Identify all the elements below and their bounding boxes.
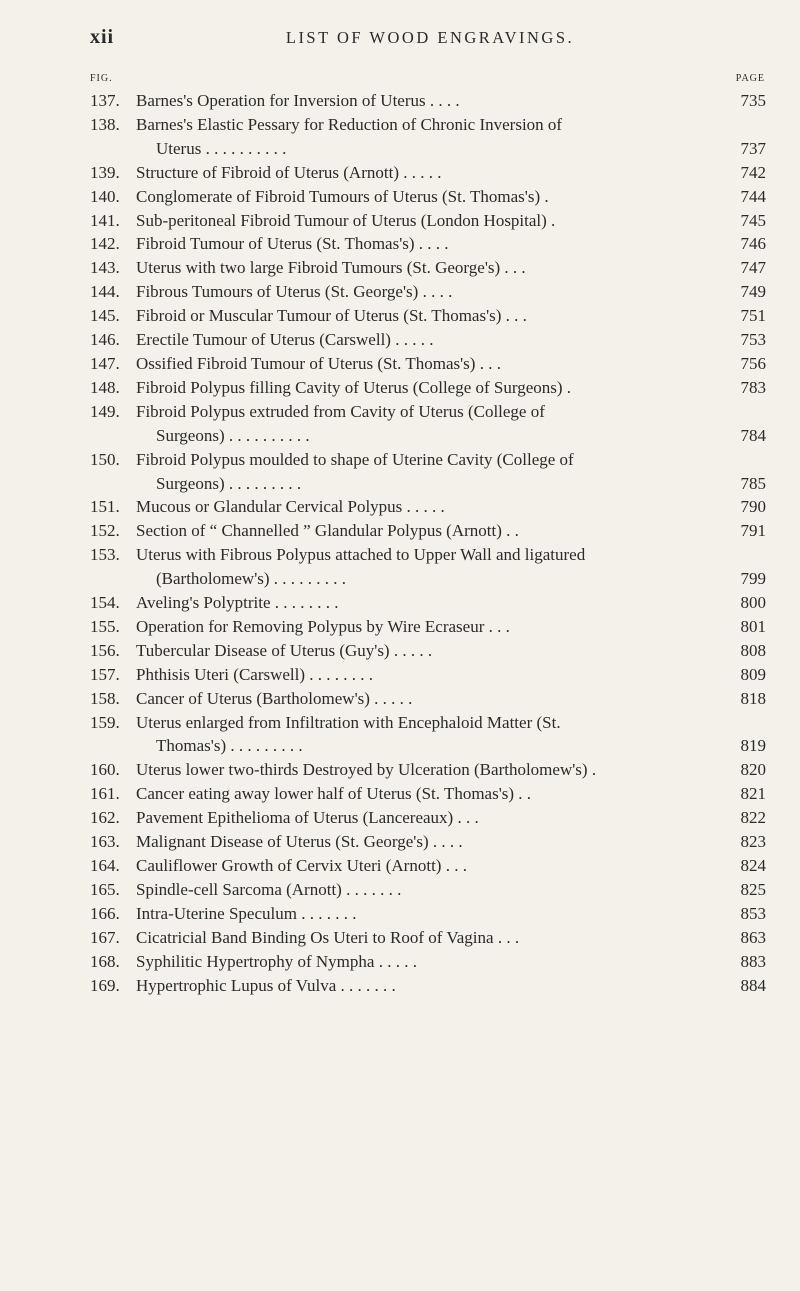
engravings-list [0,89,800,997]
figure-number: 145. [90,306,120,326]
page-reference: 751 [740,306,766,326]
entry-title: Mucous or Glandular Cervical Polypus . . . . . [136,497,445,517]
page-reference: 884 [740,975,766,995]
page-reference: 744 [740,186,766,206]
entry-title: Malignant Disease of Uterus (St. George's) . . . . [136,832,463,852]
page-reference: 746 [740,234,766,254]
entry-title: Conglomerate of Fibroid Tumours of Uterus (St. Thomas's) . [136,186,549,206]
entry-title-continued: (Bartholomew's) . . . . . . . . . [156,569,347,589]
list-item [0,687,800,711]
page-reference: 735 [740,91,766,110]
running-title: LIST OF WOOD ENGRAVINGS. [285,28,575,47]
page-reference: 756 [740,353,766,373]
entry-title: Phthisis Uteri (Carswell) . . . . . . . . [136,664,374,684]
list-item [0,113,800,161]
entry-title: Aveling's Polyptrite . . . . . . . . [136,593,339,613]
list-item [0,639,800,663]
list-item [0,591,800,615]
figure-number: 166. [90,903,120,923]
list-item [0,854,800,878]
entry-title-continued: Uterus . . . . . . . . . . [156,138,287,158]
figure-number: 163. [90,832,120,852]
page-column-label: PAGE [735,73,765,84]
figure-number: 157. [90,664,120,684]
entry-title: Cancer eating away lower half of Uterus (St. Thomas's) . . [136,784,532,804]
entry-title: Cancer of Uterus (Bartholomew's) . . . . . [136,688,413,708]
list-item [0,974,800,998]
figure-number: 137. [90,91,120,110]
list-item [0,926,800,950]
page-reference: 785 [740,473,766,493]
entry-title-continued: Surgeons) . . . . . . . . . . [156,425,310,445]
list-item [0,950,800,974]
figure-number: 162. [90,808,120,828]
entry-title: Uterus with Fibrous Polypus attached to Upper Wall and ligatured [136,545,586,565]
figure-number: 153. [90,545,120,565]
list-item [0,495,800,519]
figure-number: 168. [90,951,120,971]
figure-number: 149. [90,401,120,421]
list-item [0,185,800,209]
figure-number: 169. [90,975,120,995]
page-reference: 809 [740,664,766,684]
page-reference: 808 [740,640,766,660]
entry-title: Barnes's Operation for Inversion of Uterus . . . . [136,91,460,110]
list-item [0,232,800,256]
figure-number: 142. [90,234,120,254]
figure-number: 152. [90,521,120,541]
entry-title: Structure of Fibroid of Uterus (Arnott) . . . . . [136,162,442,182]
entry-title: Syphilitic Hypertrophy of Nympha . . . . . [136,951,417,971]
entry-title: Uterus enlarged from Infiltration with Encephaloid Matter (St. [136,712,561,732]
page-header [90,26,770,50]
figure-number: 138. [90,114,120,134]
entry-title: Uterus with two large Fibroid Tumours (St. George's) . . . [136,258,526,278]
page-reference: 737 [740,138,766,158]
page-reference: 825 [740,879,766,899]
entry-title: Cicatricial Band Binding Os Uteri to Roof of Vagina . . . [136,927,520,947]
entry-title: Cauliflower Growth of Cervix Uteri (Arnott) . . . [136,856,467,875]
entry-title: Intra-Uterine Speculum . . . . . . . [136,903,357,923]
figure-number: 148. [90,377,120,397]
entry-title: Erectile Tumour of Uterus (Carswell) . . . . . [136,330,434,350]
list-item [0,519,800,543]
page-reference: 749 [740,282,766,302]
entry-title-continued: Thomas's) . . . . . . . . . [156,736,303,756]
entry-title: Fibroid Polypus filling Cavity of Uterus (College of Surgeons) . [136,377,572,397]
figure-number: 161. [90,784,120,804]
figure-number: 141. [90,210,120,230]
list-item [0,328,800,352]
entry-title: Tubercular Disease of Uterus (Guy's) . . . . . [136,640,433,660]
entry-title: Spindle-cell Sarcoma (Arnott) . . . . . . . [136,879,402,899]
page-reference: 753 [740,330,766,350]
list-item [0,209,800,233]
list-item [0,304,800,328]
entry-title: Fibroid Polypus moulded to shape of Uterine Cavity (College of [136,449,574,469]
figure-number: 155. [90,616,120,636]
list-item [0,256,800,280]
page-reference: 822 [740,808,766,828]
page-number: xii [90,26,115,48]
list-item [0,400,800,448]
page-reference: 823 [740,832,766,852]
entry-title: Barnes's Elastic Pessary for Reduction of Chronic Inversion of [136,114,563,134]
page-reference: 824 [740,856,766,875]
page-reference: 791 [740,521,766,541]
figure-number: 167. [90,927,120,947]
figure-number: 164. [90,856,120,875]
entry-title: Ossified Fibroid Tumour of Uterus (St. Thomas's) . . . [136,353,501,373]
page-reference: 853 [740,903,766,923]
figure-number: 144. [90,282,120,302]
figure-number: 146. [90,330,120,350]
list-item [0,161,800,185]
list-item [0,376,800,400]
list-item [0,878,800,902]
figure-number: 158. [90,688,120,708]
entry-title: Uterus lower two-thirds Destroyed by Ulceration (Bartholomew's) . [136,760,597,780]
page-reference: 799 [740,569,766,589]
entry-title: Sub-peritoneal Fibroid Tumour of Uterus (London Hospital) . [136,210,556,230]
figure-number: 156. [90,640,120,660]
page-reference: 742 [740,162,766,182]
list-item [0,352,800,376]
page-reference: 818 [740,688,766,708]
list-item [0,830,800,854]
figure-number: 165. [90,879,120,899]
list-item [0,806,800,830]
page-reference: 784 [740,425,766,445]
page-reference: 747 [740,258,766,278]
list-item [0,543,800,591]
entry-title: Section of “ Channelled ” Glandular Polypus (Arnott) . . [136,521,519,541]
fig-column-label: FIG. [90,73,113,84]
page-reference: 863 [740,927,766,947]
list-item [0,615,800,639]
page-reference: 801 [740,616,766,636]
figure-number: 147. [90,353,120,373]
list-item [0,782,800,806]
entry-title: Fibroid Tumour of Uterus (St. Thomas's) . . . . [136,234,449,254]
figure-number: 154. [90,593,120,613]
figure-number: 160. [90,760,120,780]
page-reference: 745 [740,210,766,230]
list-item [0,663,800,687]
list-item [0,280,800,304]
page-reference: 820 [740,760,766,780]
figure-number: 151. [90,497,120,517]
entry-title: Fibroid Polypus extruded from Cavity of Uterus (College of [136,401,545,421]
page-reference: 783 [740,377,766,397]
figure-number: 140. [90,186,120,206]
figure-number: 139. [90,162,120,182]
entry-title: Operation for Removing Polypus by Wire Ecraseur . . . [136,616,510,636]
figure-number: 143. [90,258,120,278]
figure-number: 159. [90,712,120,732]
page-reference: 819 [740,736,766,756]
list-item [0,758,800,782]
page-reference: 790 [740,497,766,517]
entry-title-continued: Surgeons) . . . . . . . . . [156,473,302,493]
page-reference: 883 [740,951,766,971]
list-item [0,902,800,926]
entry-title: Hypertrophic Lupus of Vulva . . . . . . . [136,975,396,995]
entry-title: Fibrous Tumours of Uterus (St. George's) . . . . [136,282,453,302]
page-reference: 800 [740,593,766,613]
page-reference: 821 [740,784,766,804]
entry-title: Pavement Epithelioma of Uterus (Lancereaux) . . . [136,808,479,828]
entry-title: Fibroid or Muscular Tumour of Uterus (St. Thomas's) . . . [136,306,527,326]
list-item [0,711,800,759]
list-item [0,89,800,113]
figure-number: 150. [90,449,120,469]
list-item [0,448,800,496]
column-labels [90,73,765,87]
